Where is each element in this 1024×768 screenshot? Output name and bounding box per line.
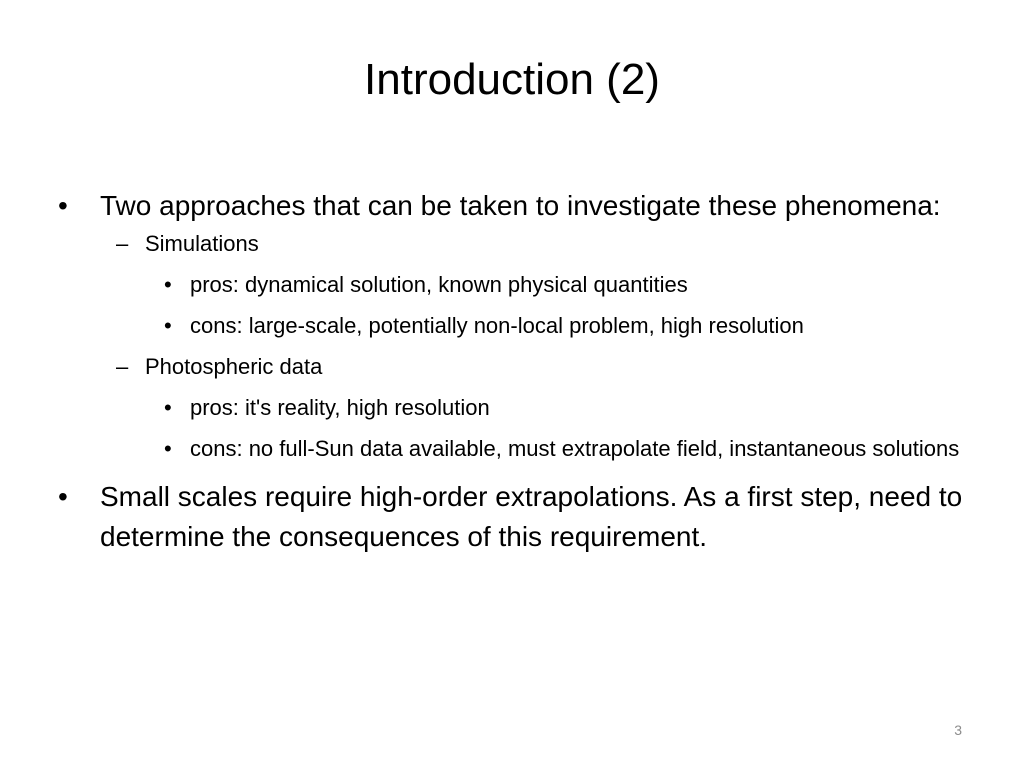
sub-item-text: Simulations: [145, 231, 259, 256]
bullet-icon: •: [164, 313, 172, 338]
dash-icon: –: [116, 231, 129, 256]
bullet-icon: •: [58, 190, 68, 221]
bullet-item: [58, 477, 968, 557]
sub-sub-item-text: pros: dynamical solution, known physical quantities: [190, 272, 688, 297]
sub-item: [116, 351, 968, 383]
sub-sub-item: [164, 433, 968, 465]
sub-sub-item: [164, 310, 968, 342]
dash-icon: –: [116, 354, 129, 379]
sub-item-text: Photospheric data: [145, 354, 323, 379]
sub-sub-item: [164, 392, 968, 424]
slide-title: Introduction (2): [364, 55, 660, 104]
sub-sub-item-text: cons: large-scale, potentially non-local problem, high resolution: [190, 313, 804, 338]
bullet-icon: •: [164, 436, 172, 461]
sub-sub-item: [164, 269, 968, 301]
bullet-item: [58, 186, 968, 226]
slide-body: [58, 186, 968, 557]
bullet-icon: •: [164, 272, 172, 297]
bullet-text: Two approaches that can be taken to investigate these phenomena:: [100, 190, 941, 221]
sub-item: [116, 228, 968, 260]
slide-number: 3: [954, 722, 962, 738]
sub-sub-item-text: pros: it's reality, high resolution: [190, 395, 490, 420]
bullet-icon: •: [164, 395, 172, 420]
bullet-text: Small scales require high-order extrapolations. As a first step, need to determine the consequences of this requirement.: [100, 481, 963, 552]
bullet-icon: •: [58, 481, 68, 512]
sub-sub-item-text: cons: no full-Sun data available, must extrapolate field, instantaneous solutions: [190, 436, 960, 461]
